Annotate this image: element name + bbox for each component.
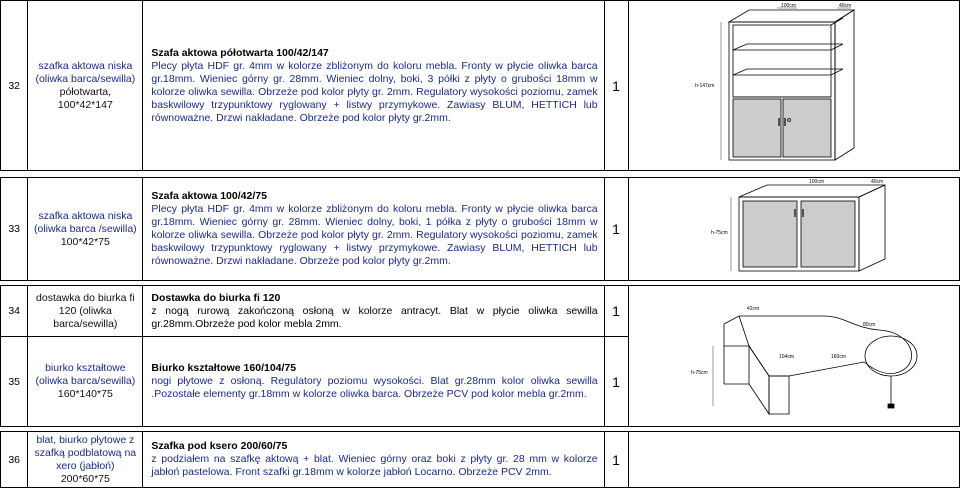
row-number: 33 — [1, 178, 28, 281]
item-name-line: szafka aktowa niska — [38, 59, 133, 72]
item-name-line: (oliwka barca/sewilla) — [35, 72, 136, 85]
item-title: Biurko kształtowe 160/104/75 — [151, 362, 297, 375]
item-name-line: xero (jabłoń) — [56, 459, 115, 472]
item-name-line: 160*140*75 — [57, 388, 113, 401]
item-body: z podziałem na szafkę aktową + blat. Wieniec górny oraz boki z płyty gr. 28 mm w kolorze jabłoń pastelowa. Front szafki gr.18mm w kolorze jabłoń Locarno. Obrzeże PCV 2mm. — [151, 453, 598, 478]
width-dimension: 160cm — [830, 354, 846, 360]
item-title: Szafa aktowa półotwarta 100/42/147 — [151, 46, 329, 59]
item-body: nogi płytowe z osłoną. Regulatory poziomu wysokości. Blat gr.28mm kolor oliwka sewilla .Pozostałe elementy gr.18mm w kolorze oliwka barca. Obrzeże PCV pod kolor mebla gr.2mm. — [151, 375, 598, 401]
item-name-line: barca/sewilla) — [53, 317, 118, 330]
item-description — [143, 337, 604, 427]
item-name-line: blat, biurko płytowe z — [36, 433, 135, 446]
item-body: Plecy płyta HDF gr. 4mm w kolorze zbliżonym do koloru mebla. Fronty w płycie oliwka barca gr.18mm. Wieniec górny gr. 28mm. Wieniec dolny, boki, 3 półki z płyty o grubości 18mm w kolorze oliwka sewilla. Obrzeże pod kolor płyty gr. 2mm. Regulatory wysokości poziomu, zamek baskwilowy trzypunktowy ryglowany + listwy przymykowe. Zawiasy BLUM, HETTICH lub równoważne. Drzwi nakładane. Obrzeże pod kolor płyty gr.2mm. — [151, 59, 598, 124]
item-name-line: 100*42*147 — [57, 98, 113, 111]
item-description — [143, 432, 604, 488]
item-name — [28, 1, 143, 171]
item-drawing-cell — [628, 1, 959, 171]
item-name — [28, 178, 143, 281]
item-description — [143, 178, 604, 281]
depth-dimension: 42cm — [746, 306, 759, 312]
row-number: 35 — [1, 337, 28, 427]
item-title: Szafa aktowa 100/42/75 — [151, 190, 267, 202]
diameter-dimension: 80cm — [862, 322, 875, 328]
depth-dimension: 104cm — [778, 354, 794, 360]
item-name-line: 100*42*75 — [60, 235, 110, 248]
height-dimension: h-147cm — [694, 82, 714, 89]
row-number: 36 — [1, 432, 28, 488]
desk-drawing — [629, 286, 919, 426]
item-quantity: 1 — [604, 1, 628, 171]
row-number: 34 — [1, 286, 28, 337]
item-name-line: szafka aktowa niska — [38, 209, 133, 222]
table-row — [1, 1, 960, 171]
width-dimension: 100cm — [808, 178, 824, 185]
row-number: 32 — [1, 1, 28, 171]
item-title: Szafka pod ksero 200/60/75 — [151, 440, 288, 452]
height-dimension: h-75cm — [710, 229, 728, 236]
item-quantity: 1 — [604, 337, 628, 427]
item-body: z nogą rurową zakończoną osłoną w kolorze antracyt. Blat w płycie oliwka sewilla gr.28mm.Obrzeże pod kolor mebla 2mm. — [151, 304, 598, 330]
cabinet-tall-drawing — [629, 2, 919, 170]
item-description — [143, 1, 604, 171]
item-name-line: (oliwka barca/sewilla) — [35, 375, 136, 388]
item-quantity: 1 — [604, 286, 628, 337]
item-name-line: (oliwka barca /sewilla) — [33, 222, 137, 235]
item-name-line: 200*60*75 — [60, 472, 110, 485]
cabinet-low-drawing — [629, 179, 919, 280]
item-name — [28, 432, 143, 488]
depth-dimension: 40cm — [870, 178, 883, 185]
item-name — [28, 286, 143, 337]
depth-dimension: 40cm — [838, 2, 851, 9]
item-name-line: szafką podblatową na — [34, 446, 137, 459]
table-row — [1, 432, 960, 488]
table-row — [1, 178, 960, 281]
item-quantity: 1 — [604, 178, 628, 281]
item-quantity: 1 — [604, 432, 628, 488]
height-dimension: h-75cm — [690, 370, 708, 376]
item-drawing-cell — [628, 432, 959, 488]
item-title: Dostawka do biurka fi 120 — [151, 291, 281, 304]
item-name-line: biurko kształtowe — [45, 362, 126, 375]
table-row — [1, 286, 960, 337]
item-drawing-cell — [628, 286, 959, 427]
item-drawing-cell — [628, 178, 959, 281]
item-body: Plecy płyta HDF gr. 4mm w kolorze zbliżonym do koloru mebla. Fronty w płycie oliwka barca gr.18mm. Wieniec górny gr. 28mm. Wieniec dolny, boki, 1 półka z płyty o grubości 18mm w kolorze oliwka sewilla. Obrzeże pod kolor płyty gr. 2mm. Regulatory wysokości poziomu, zamek baskwilowy trzypunktowy ryglowany + listwy przymykowe. Zawiasy BLUM, HETTICH lub równoważne. Drzwi nakładane. Obrzeże pod kolor płyty gr.2mm. — [151, 203, 598, 267]
item-name — [28, 337, 143, 427]
item-name-line: 120 (oliwka — [58, 304, 112, 317]
item-description — [143, 286, 604, 337]
item-name-line: półotwarta, — [59, 85, 112, 98]
width-dimension: 100cm — [780, 2, 796, 9]
item-name-line: dostawka do biurka fi — [36, 291, 135, 304]
